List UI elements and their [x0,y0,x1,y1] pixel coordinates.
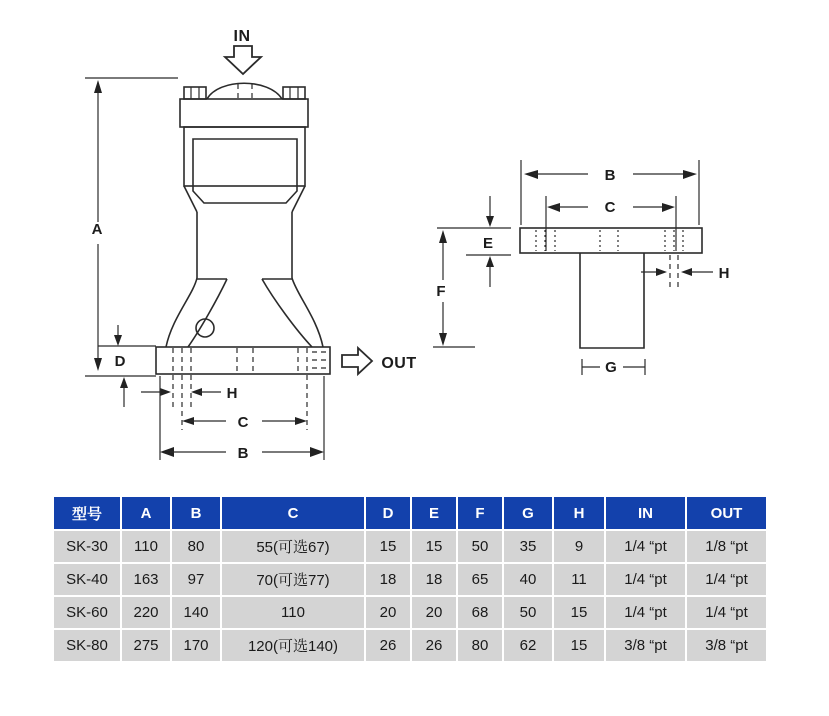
table-cell: 3/8 “pt [687,630,766,661]
body-outline [166,186,323,347]
table-cell: 18 [366,564,410,595]
out-label: OUT [381,355,417,372]
table-row [54,630,766,661]
col-header-h: H [554,497,604,529]
flange-side-view [433,160,729,376]
dimension-h-front [141,385,237,402]
table-cell: 18 [412,564,456,595]
in-label: IN [233,28,251,45]
table-cell: 15 [554,630,604,661]
flange-plate [520,228,702,253]
table-cell: 26 [366,630,410,661]
table-cell: 170 [172,630,220,661]
model-cell: SK-60 [54,597,120,628]
dome [207,83,282,99]
valve-front-view [85,28,417,462]
dim-h-label: H [226,385,238,402]
table-cell: 163 [122,564,170,595]
dimension-g [582,359,645,376]
in-arrow-icon [225,46,261,74]
dimension-e [437,196,511,287]
table-cell: 120(可选140) [222,630,364,661]
dimension-a [85,78,178,371]
table-cell: 50 [504,597,552,628]
dim-g-label: G [605,359,617,376]
table-cell: 11 [554,564,604,595]
table-cell: 140 [172,597,220,628]
upper-body [184,127,305,186]
out-arrow-icon [342,348,372,374]
dim-b-label: B [237,445,249,462]
table-cell: 62 [504,630,552,661]
table-cell: 50 [458,531,502,562]
spec-table [52,495,768,663]
col-header-d: D [366,497,410,529]
col-header-g: G [504,497,552,529]
col-header-c: C [222,497,364,529]
table-row [54,597,766,628]
dim-a-label: A [91,221,103,238]
dimension-c-side [546,196,676,251]
dimension-f [433,230,475,347]
table-row [54,564,766,595]
table-cell: 97 [172,564,220,595]
col-header-e: E [412,497,456,529]
model-cell: SK-40 [54,564,120,595]
table-cell: 55(可选67) [222,531,364,562]
table-cell: 1/4 “pt [606,531,685,562]
dimension-d [85,325,156,407]
table-cell: 9 [554,531,604,562]
table-cell: 26 [412,630,456,661]
table-cell: 40 [504,564,552,595]
dimension-c-front [182,414,307,431]
dim-f-label: F [436,283,446,300]
dim-e-label: E [482,235,494,252]
table-cell: 3/8 “pt [606,630,685,661]
dim-c-label: C [237,414,249,431]
table-cell: 80 [172,531,220,562]
col-header-b: B [172,497,220,529]
dimension-h-side [641,255,729,291]
table-row [54,531,766,562]
out-port-hidden-lines [312,352,329,368]
dim-c-label: C [604,199,616,216]
header-row [54,497,766,529]
table-cell: 35 [504,531,552,562]
model-cell: SK-80 [54,630,120,661]
table-cell: 20 [412,597,456,628]
col-header-model: 型号 [54,497,120,529]
dim-h-label: H [718,265,730,282]
table-cell: 1/4 “pt [687,564,766,595]
table-cell: 110 [122,531,170,562]
table-cell: 65 [458,564,502,595]
col-header-f: F [458,497,502,529]
table-cell: 1/4 “pt [687,597,766,628]
bolt-left [184,87,206,99]
table-cell: 1/4 “pt [606,597,685,628]
col-header-in: IN [606,497,685,529]
bolt-right [283,87,305,99]
table-cell: 15 [554,597,604,628]
cover-plate [180,99,308,127]
col-header-a: A [122,497,170,529]
table-cell: 70(可选77) [222,564,364,595]
table-cell: 20 [366,597,410,628]
body-window [193,139,297,203]
col-header-out: OUT [687,497,766,529]
table-cell: 68 [458,597,502,628]
stem [580,253,644,348]
table-cell: 15 [412,531,456,562]
table-cell: 80 [458,630,502,661]
model-cell: SK-30 [54,531,120,562]
dim-d-label: D [114,353,126,370]
table-cell: 1/4 “pt [606,564,685,595]
table-cell: 1/8 “pt [687,531,766,562]
table-cell: 110 [222,597,364,628]
dim-b-label: B [604,167,616,184]
table-cell: 220 [122,597,170,628]
table-cell: 15 [366,531,410,562]
table-cell: 275 [122,630,170,661]
flange-hole-lines [536,230,683,251]
